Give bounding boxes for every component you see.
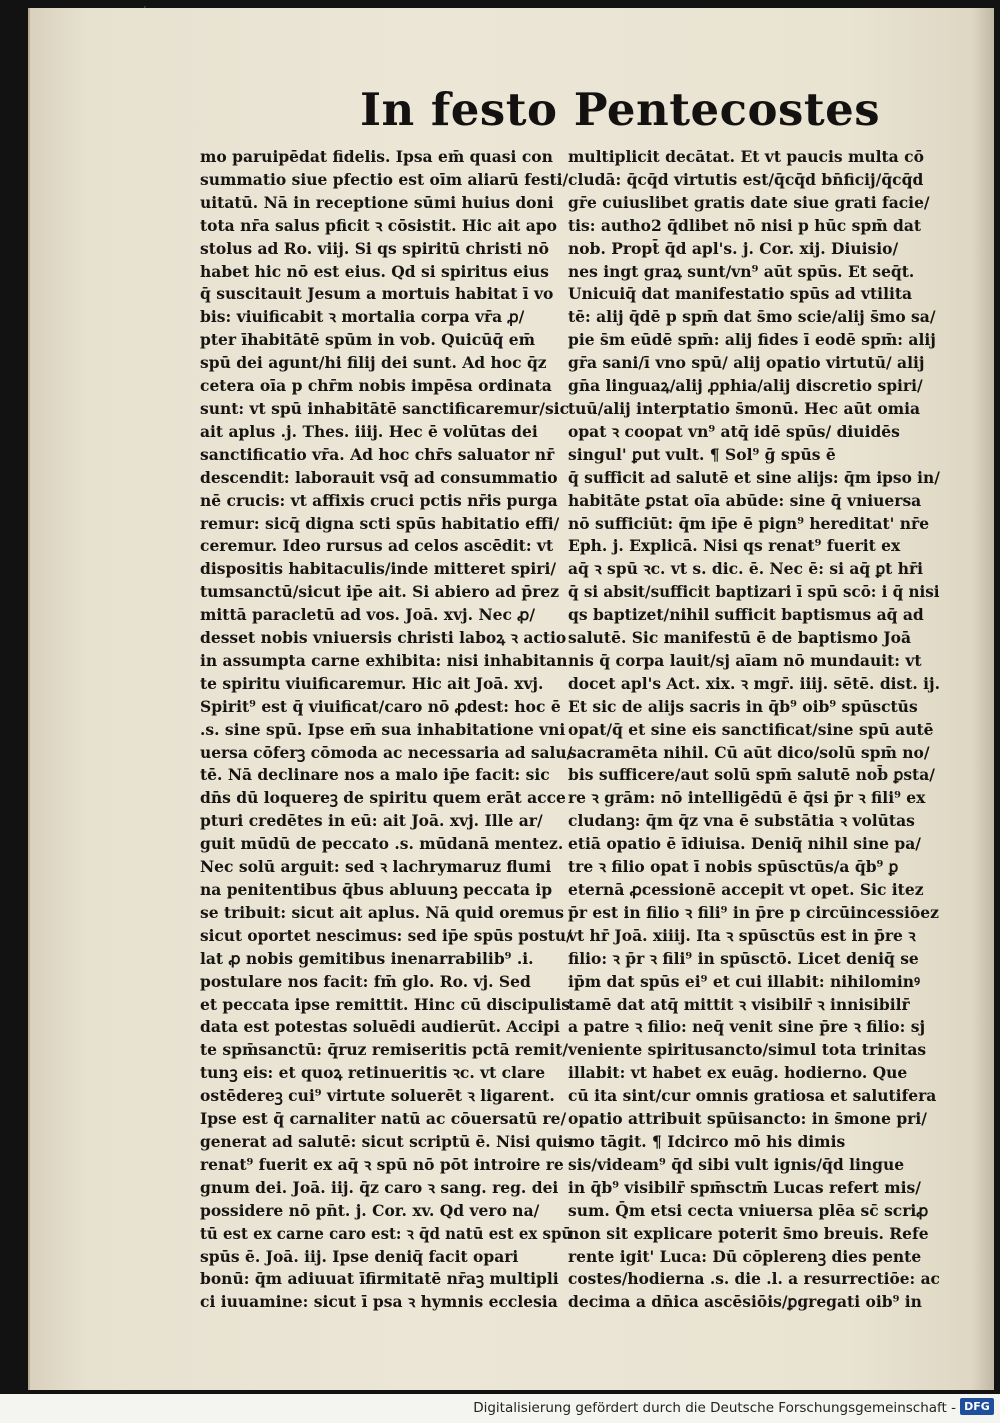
text-line: opat ꝛ coopat vn⁹ atq̄ idē spūs/ diuidēs: [568, 421, 900, 441]
page-edge-shadow: [972, 8, 994, 1390]
dfg-logo: DFG: [960, 1398, 994, 1415]
running-head: In festo Pentecostes: [360, 83, 881, 136]
text-line: non sit explicare poterit s̄mo breuis. Refe: [568, 1223, 929, 1243]
text-line: opatio attribuit spūisancto: in s̄mone pri/: [568, 1109, 927, 1129]
text-line: habet hic nō est eius. Qd si spiritus eius: [200, 261, 549, 281]
text-line: veniente spiritusancto/simul tota trinitas: [568, 1040, 927, 1060]
text-line: multiplicit decātat. Et vt paucis multa cō: [568, 147, 924, 166]
text-line: spūs ē. Joā. iij. Ipse deniq̄ facit opari: [200, 1246, 519, 1266]
text-line: in assumpta carne exhibita: nisi inhabitan: [200, 650, 568, 670]
text-column-right: [568, 146, 940, 1314]
text-line: singul' ꝑut vult. ¶ Sol⁹ ḡ spūs ē: [568, 444, 836, 464]
text-line: nob. Propt̄ q̄d apl's. j. Cor. xij. Diuisio/: [568, 238, 899, 258]
text-line: salutē. Sic manifestū ē de baptismo Joā: [568, 628, 912, 648]
text-line: tumsanctū/sicut ip̄e ait. Si abiero ad p̄rez: [200, 582, 560, 602]
text-line: nē crucis: vt affixis cruci pctis nr̄is purga: [200, 490, 558, 510]
text-line: Spirit⁹ est q̄ viuificat/caro nō ꝓdest: hoc ē: [200, 696, 561, 716]
text-line: tē. Nā declinare nos a malo ip̄e facit: sic: [200, 765, 550, 785]
text-line: nō sufficiūt: q̄m ip̄e ē pign⁹ hereditat' nr̄e: [568, 513, 930, 533]
text-line: sacramēta nihil. Cū aūt dico/solū spm̄ no/: [568, 742, 930, 762]
text-line: pter īhabitātē spūm in vob. Quicūq̄ em̄: [200, 330, 535, 350]
text-line: summatio siue pfectio est oīm aliarū festi/: [200, 169, 569, 189]
text-line: se tribuit: sicut ait aplus. Nā quid oremus: [200, 902, 564, 922]
text-line: cū ita sint/cur omnis gratiosa et salutifera: [568, 1086, 937, 1106]
text-line: possidere nō pn̄t. j. Cor. xv. Qd vero na/: [200, 1200, 540, 1220]
text-line: desset nobis vniuersis christi laboꝝ ꝛ actio: [200, 628, 567, 648]
text-line: ci iuuamine: sicut ī psa ꝛ hymnis ecclesia: [200, 1292, 558, 1312]
text-line: etiā opatio ē īdiuisa. Deniq̄ nihil sine pa/: [568, 834, 921, 854]
text-line: tē: alij q̄dē p spm̄ dat s̄mo scie/alij s̄mo sa/: [568, 307, 936, 327]
text-line: et peccata ipse remittit. Hinc cū discipulis: [200, 994, 570, 1014]
text-line: spū dei agunt/hi filij dei sunt. Ad hoc q̄z: [200, 353, 547, 373]
text-line: data est potestas soluēdi audierūt. Accipi: [200, 1017, 560, 1037]
text-line: nis q̄ corpa lauit/sj aīam nō mundauit: vt: [568, 650, 922, 670]
text-line: tota nr̄a salus pficit ꝛ cōsistit. Hic ait apo: [200, 215, 557, 235]
text-line: cetera oīa p chr̄m nobis impēsa ordinata: [200, 376, 552, 396]
text-line: illabit: vt habet ex euāg. hodierno. Que: [568, 1063, 908, 1083]
text-line: nes ingt graꝝ sunt/vn⁹ aūt spūs. Et seq̄t.: [568, 261, 915, 281]
text-line: re ꝛ grām: nō intelligēdū ē q̄si p̄r ꝛ fili⁹ ex: [568, 788, 926, 808]
text-line: p̄r est in filio ꝛ fili⁹ in p̄re p circūincessiōez: [568, 902, 939, 922]
text-line: na penitentibus q̄bus abluunꝫ peccata ip: [200, 880, 553, 899]
text-line: stolus ad Ro. viij. Si qs spiritū christi nō: [200, 238, 550, 258]
text-line: bonū: q̄m adiuuat īfirmitatē nr̄aꝫ multipli: [200, 1269, 559, 1289]
text-line: dn̄s dū loquereꝫ de spiritu quem erāt acce: [200, 788, 566, 808]
text-line: aq̄ ꝛ spū ꝛc. vt s. dic. ē. Nec ē: si aq̄ ꝑt hr̄i: [568, 559, 924, 579]
text-line: mo tāgit. ¶ Idcirco mō his dimis: [568, 1131, 846, 1151]
text-line: cludā: q̄cq̄d virtutis est/q̄cq̄d bn̄ficij/q̄cq̄d: [568, 169, 924, 189]
text-line: opat/q̄ et sine eis sanctificat/sine spū autē: [568, 719, 934, 739]
text-line: in q̄b⁹ visibilr̄ spm̄sctm̄ Lucas refert mis/: [568, 1177, 921, 1197]
text-line: eternā ꝓcessionē accepit vt opet. Sic itez: [568, 880, 924, 899]
text-line: tū est ex carne caro est: ꝛ q̄d natū est ex spū: [200, 1223, 573, 1243]
text-line: docet apl's Act. xix. ꝛ mgr̄. iiij. sētē. dist. ij.: [568, 673, 940, 693]
text-line: habitāte ꝑstat oīa abūde: sine q̄ vniuersa: [568, 490, 922, 510]
text-line: remur: sicq̄ digna scti spūs habitatio effi/: [200, 513, 560, 533]
text-line: decima a dn̄ica ascēsiōis/ꝑgregati oib⁹ in: [568, 1292, 922, 1312]
text-line: bis sufficere/aut solū spm̄ salutē nob̄ ꝑsta/: [568, 765, 935, 785]
text-line: generat ad salutē: sicut scriptū ē. Nisi quis: [200, 1131, 573, 1151]
text-line: gnum dei. Joā. iij. q̄z caro ꝛ sang. reg. dei: [200, 1177, 559, 1197]
text-line: mo paruipēdat fidelis. Ipsa em̄ quasi con: [200, 147, 553, 166]
text-line: mittā paracletū ad vos. Joā. xvj. Nec ꝓ/: [200, 605, 535, 625]
text-line: tamē dat atq̄ mittit ꝛ visibilr̄ ꝛ innisibilr̄: [568, 994, 910, 1014]
text-line: pturi credētes in eū: ait Joā. xvj. Ille ar/: [200, 811, 543, 831]
text-line: tis: autho2 q̄dlibet nō nisi p hūc spm̄ dat: [568, 215, 922, 235]
text-line: ostēdereꝫ cui⁹ virtute soluerēt ꝛ ligarent.: [200, 1086, 555, 1106]
text-line: sunt: vt spū inhabitātē sanctificaremur/sic: [200, 398, 570, 418]
text-line: cludanꝫ: q̄m q̄z vna ē substātia ꝛ volūtas: [568, 811, 915, 831]
text-line: Eph. j. Explicā. Nisi qs renat⁹ fuerit ex: [568, 536, 901, 556]
text-line: ait aplus .j. Thes. iiij. Hec ē volūtas dei: [200, 421, 538, 441]
text-line: Unicuiq̄ dat manifestatio spūs ad vtilita: [568, 284, 913, 304]
funding-credit: Digitalisierung gefördert durch die Deutsche Forschungsgemeinschaft -: [473, 1400, 956, 1416]
text-line: tuū/alij interptatio s̄monū. Hec aūt omia: [568, 398, 921, 418]
text-column-left: [200, 146, 572, 1314]
text-line: filio: ꝛ p̄r ꝛ fili⁹ in spūsctō. Licet deniq̄ se: [568, 948, 919, 968]
text-line: qs baptizet/nihil sufficit baptismus aq̄ ad: [568, 605, 924, 625]
text-line: sicut oportet nescimus: sed ip̄e spūs postu/: [200, 925, 572, 945]
text-line: ip̄m dat spūs ei⁹ et cui illabit: nihilominꝰ: [568, 971, 920, 991]
text-line: bis: viuificabit ꝛ mortalia corpa vr̄a ꝓ/: [200, 307, 525, 327]
text-line: ceremur. Ideo rursus ad celos ascēdit: vt: [200, 536, 554, 556]
text-line: dispositis habitaculis/inde mitteret spiri/: [200, 559, 557, 579]
text-line: Ipse est q̄ carnaliter natū ac cōuersatū re/: [200, 1109, 567, 1129]
text-line: sanctificatio vr̄a. Ad hoc chr̄s saluator nr̄: [200, 444, 555, 464]
text-line: sum. Q̄m etsi cecta vniuersa plēa sc̄ scriꝓ: [568, 1200, 929, 1220]
text-line: a patre ꝛ filio: neq̄ venit sine p̄re ꝛ filio: sj: [568, 1017, 926, 1037]
text-line: pie s̄m eūdē spm̄: alij fides ī eodē spm̄: alij: [568, 330, 936, 350]
text-line: rente igit' Luca: Dū cōplerenꝫ dies pente: [568, 1246, 922, 1266]
text-line: vt hr̄ Joā. xiiij. Ita ꝛ spūsctūs est in p̄re ꝛ: [568, 925, 916, 945]
text-line: guit mūdū de peccato .s. mūdanā mentez.: [200, 834, 564, 854]
text-line: uitatū. Nā in receptione sūmi huius doni: [200, 192, 554, 212]
text-line: te spiritu viuificaremur. Hic ait Joā. xvj.: [200, 673, 544, 693]
text-line: postulare nos facit: fm̄ glo. Ro. vj. Sed: [200, 971, 531, 991]
text-line: q̄ si absit/sufficit baptizari ī spū scō: i q̄ nisi: [568, 582, 940, 602]
text-line: te spm̄sanctū: q̄ruz remiseritis pctā remit/: [200, 1040, 569, 1060]
text-line: lat ꝓ nobis gemitibus inenarrabilib⁹ .i.: [200, 948, 534, 968]
text-line: costes/hodierna .s. die .l. a resurrectiōe: ac: [568, 1269, 940, 1289]
text-line: descendit: laborauit vsq̄ ad consummatio: [200, 467, 558, 487]
text-line: uersa cōferꝫ cōmoda ac necessaria ad salu/: [200, 742, 573, 762]
text-line: Nec solū arguit: sed ꝛ lachrymaruz flumi: [200, 857, 552, 877]
text-line: Et sic de alijs sacris in q̄b⁹ oib⁹ spūsctūs: [568, 696, 918, 716]
text-line: sis/videam⁹ q̄d sibi vult ignis/q̄d lingue: [568, 1154, 905, 1174]
text-line: q̄ sufficit ad salutē et sine alijs: q̄m ipso in/: [568, 467, 940, 487]
text-line: .s. sine spū. Ipse em̄ sua inhabitatione vni: [200, 719, 566, 739]
text-line: renat⁹ fuerit ex aq̄ ꝛ spū nō pōt introire re: [200, 1154, 564, 1174]
text-line: gr̄e cuiuslibet gratis date siue grati facie/: [568, 192, 930, 212]
text-line: tre ꝛ filio opat ī nobis spūsctūs/a q̄b⁹ ꝑ: [568, 857, 899, 877]
text-line: q̄ suscitauit Jesum a mortuis habitat ī vo: [200, 284, 554, 304]
text-line: tunꝫ eis: et quoꝝ retinueritis ꝛc. vt clare: [200, 1063, 546, 1083]
footer-bar: [0, 1394, 1000, 1423]
text-line: gr̄a sani/ī vno spū/ alij opatio virtutū/ alij: [568, 353, 925, 373]
text-line: gn̄a linguaꝝ/alij ꝓphia/alij discretio spiri/: [568, 376, 923, 396]
